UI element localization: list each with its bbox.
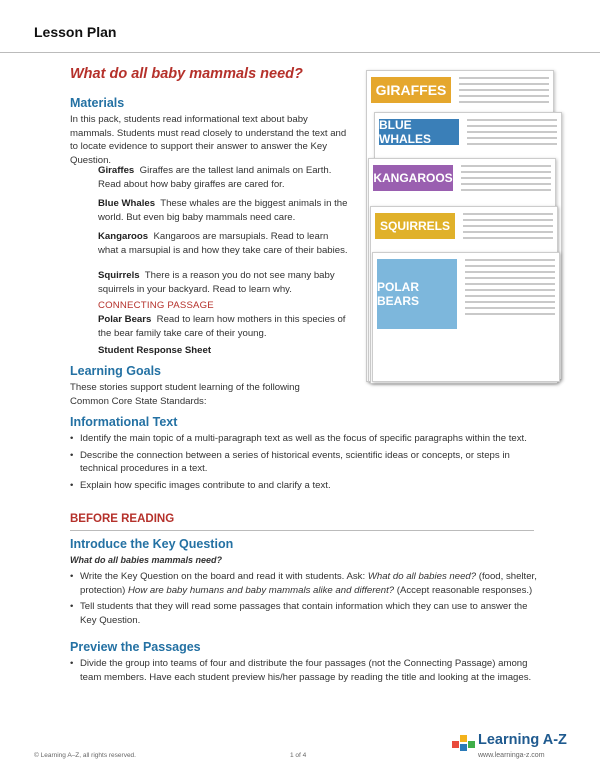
list-item: • Write the Key Question on the board and read it with students. Ask: What do all babies need? (food, shelter, protection) How are baby humans and baby mammals alike and different? (Accept reasonable responses.) xyxy=(70,570,538,597)
material-text: Giraffes are the tallest land animals on Earth. Read about how baby giraffes are cared for. xyxy=(98,165,332,190)
material-text: Read to learn how mothers in this species of the bear family take care of their young. xyxy=(98,314,346,339)
connecting-passage-label: CONNECTING PASSAGE xyxy=(98,300,214,311)
book-title: KANGAROOS xyxy=(373,165,453,191)
material-title: Polar Bears xyxy=(98,314,152,325)
preview-heading: Preview the Passages xyxy=(70,640,201,654)
divider xyxy=(70,530,534,531)
material-text: Kangaroos are marsupials. Read to learn what a marsupial is and how they take care of their babies. xyxy=(98,231,348,256)
footer-page-number: 1 of 4 xyxy=(290,752,307,759)
book-polar-bears xyxy=(372,252,560,382)
material-item-giraffes xyxy=(98,164,348,191)
footer-url[interactable]: www.learninga-z.com xyxy=(478,752,545,759)
list-item: • Identify the main topic of a multi-paragraph text as well as the focus of specific paragraphs within the text. xyxy=(70,432,538,446)
book-title: BLUE WHALES xyxy=(379,119,459,145)
list-item: • Describe the connection between a series of historical events, scientific ideas or concepts, or steps in technical procedures in a text. xyxy=(70,449,538,476)
learning-az-logo-icon xyxy=(452,731,476,753)
learning-goals-heading: Learning Goals xyxy=(70,364,161,378)
materials-intro: In this pack, students read informational text about baby mammals. Students must read closely to understand the text and to locate evidence to support their answer to answer the Key Question. xyxy=(70,114,347,166)
material-text: There is a reason you do not see many baby squirrels in your backyard. Read to learn why. xyxy=(98,270,335,295)
student-response-sheet: Student Response Sheet xyxy=(98,345,212,356)
introduce-subheading: What do all babies mammals need? xyxy=(70,555,223,565)
list-item: • Tell students that they will read some passages that contain information which they can use to answer the Key Question. xyxy=(70,600,538,627)
informational-text-list xyxy=(70,432,538,495)
material-text: These whales are the biggest animals in the world. But even big baby mammals need care. xyxy=(98,198,348,223)
learning-goals-text: These stories support student learning of the following Common Core State Standards: xyxy=(70,382,300,407)
material-title: Giraffes xyxy=(98,165,135,176)
introduce-list xyxy=(70,570,538,630)
material-item-blue-whales xyxy=(98,197,348,224)
material-item-squirrels xyxy=(98,269,348,296)
preview-list xyxy=(70,657,538,687)
introduce-heading: Introduce the Key Question xyxy=(70,537,234,551)
list-item: • Explain how specific images contribute to and clarify a text. xyxy=(70,479,538,493)
before-reading-heading: BEFORE READING xyxy=(70,513,175,525)
footer-logo-text[interactable]: Learning A-Z xyxy=(478,732,567,748)
material-item-polar-bears xyxy=(98,313,348,340)
material-title: Squirrels xyxy=(98,270,140,281)
material-item-kangaroos xyxy=(98,230,348,257)
material-title: Kangaroos xyxy=(98,231,149,242)
book-title: GIRAFFES xyxy=(371,77,451,103)
key-question-title: What do all baby mammals need? xyxy=(70,66,303,82)
materials-heading: Materials xyxy=(70,96,125,110)
footer-copyright: © Learning A–Z, all rights reserved. xyxy=(34,752,136,759)
informational-text-heading: Informational Text xyxy=(70,415,178,429)
material-title: Blue Whales xyxy=(98,198,156,209)
list-item: • Divide the group into teams of four and distribute the four passages (not the Connecting Passage) among team members. Have each student preview his/her passage by reading the title and looking at the images. xyxy=(70,657,538,684)
book-title: SQUIRRELS xyxy=(375,213,455,239)
page-header xyxy=(0,0,600,53)
book-title: POLAR BEARS xyxy=(377,259,457,329)
header-title: Lesson Plan xyxy=(34,24,117,40)
